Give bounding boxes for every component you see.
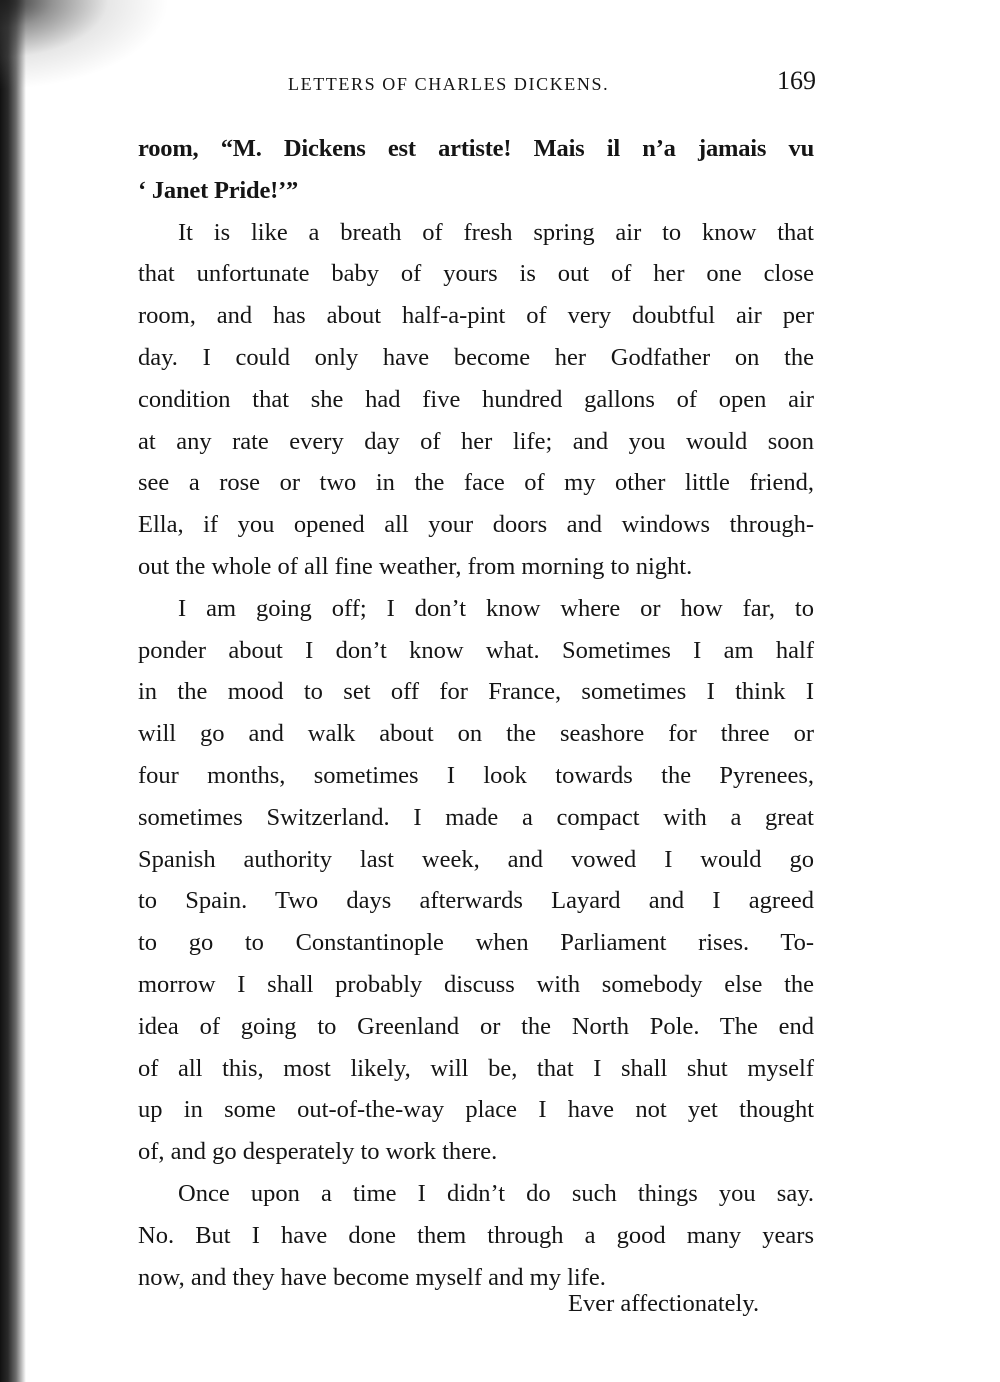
text-line: room, “M. Dickens est artiste! Mais il n’a jamais vu <box>138 135 814 162</box>
text-line: four months, sometimes I look towards the Pyrenees, <box>138 761 814 789</box>
text-line: up in some out-of-the-way place I have not yet thought <box>138 1096 814 1124</box>
text-line: in the mood to set off for France, sometimes I think I <box>138 678 814 706</box>
text-line: room, and has about half-a-pint of very doubtful air per <box>138 302 814 330</box>
paragraph-end-line: out the whole of all fine weather, from morning to night. <box>138 552 693 580</box>
paragraph-start-line: It is like a breath of fresh spring air to know that <box>178 218 814 246</box>
text-line: will go and walk about on the seashore for three or <box>138 720 814 748</box>
letter-body <box>138 128 814 1298</box>
paragraph-end-line: now, and they have become myself and my life. <box>138 1263 606 1291</box>
text-line: to Spain. Two days afterwards Layard and I agreed <box>138 887 814 915</box>
text-line: morrow I shall probably discuss with somebody else the <box>138 970 814 998</box>
text-line: at any rate every day of her life; and you would soon <box>138 427 814 455</box>
text-line: ponder about I don’t know what. Sometimes I am half <box>138 636 814 664</box>
text-line: Ella, if you opened all your doors and windows through- <box>138 511 814 539</box>
text-line: idea of going to Greenland or the North Pole. The end <box>138 1012 814 1040</box>
page-corner-shadow <box>0 0 170 90</box>
text-line: to go to Constantinople when Parliament rises. To- <box>138 929 814 957</box>
running-title: LETTERS OF CHARLES DICKENS. <box>288 74 610 94</box>
letter-closing: Ever affectionately. <box>568 1290 760 1317</box>
text-line: sometimes Switzerland. I made a compact with a great <box>138 803 814 831</box>
text-line: see a rose or two in the face of my other little friend, <box>138 469 814 497</box>
text-line: of all this, most likely, will be, that I shall shut myself <box>138 1054 814 1082</box>
paragraph-start-line: I am going off; I don’t know where or how far, to <box>178 594 814 622</box>
page-number: 169 <box>777 66 816 95</box>
text-line: No. But I have done them through a good many years <box>138 1221 814 1249</box>
paragraph-end-line: of, and go desperately to work there. <box>138 1138 498 1166</box>
page-header <box>288 62 816 102</box>
page-gutter-shadow <box>0 0 26 1382</box>
text-line: condition that she had five hundred gallons of open air <box>138 385 814 413</box>
paragraph-start-line: Once upon a time I didn’t do such things you say. <box>178 1179 814 1207</box>
text-line: ‘ Janet Pride!’” <box>138 176 299 204</box>
text-line: day. I could only have become her Godfather on the <box>138 343 814 371</box>
text-line: that unfortunate baby of yours is out of her one close <box>138 260 814 288</box>
text-line: Spanish authority last week, and vowed I would go <box>138 845 814 873</box>
